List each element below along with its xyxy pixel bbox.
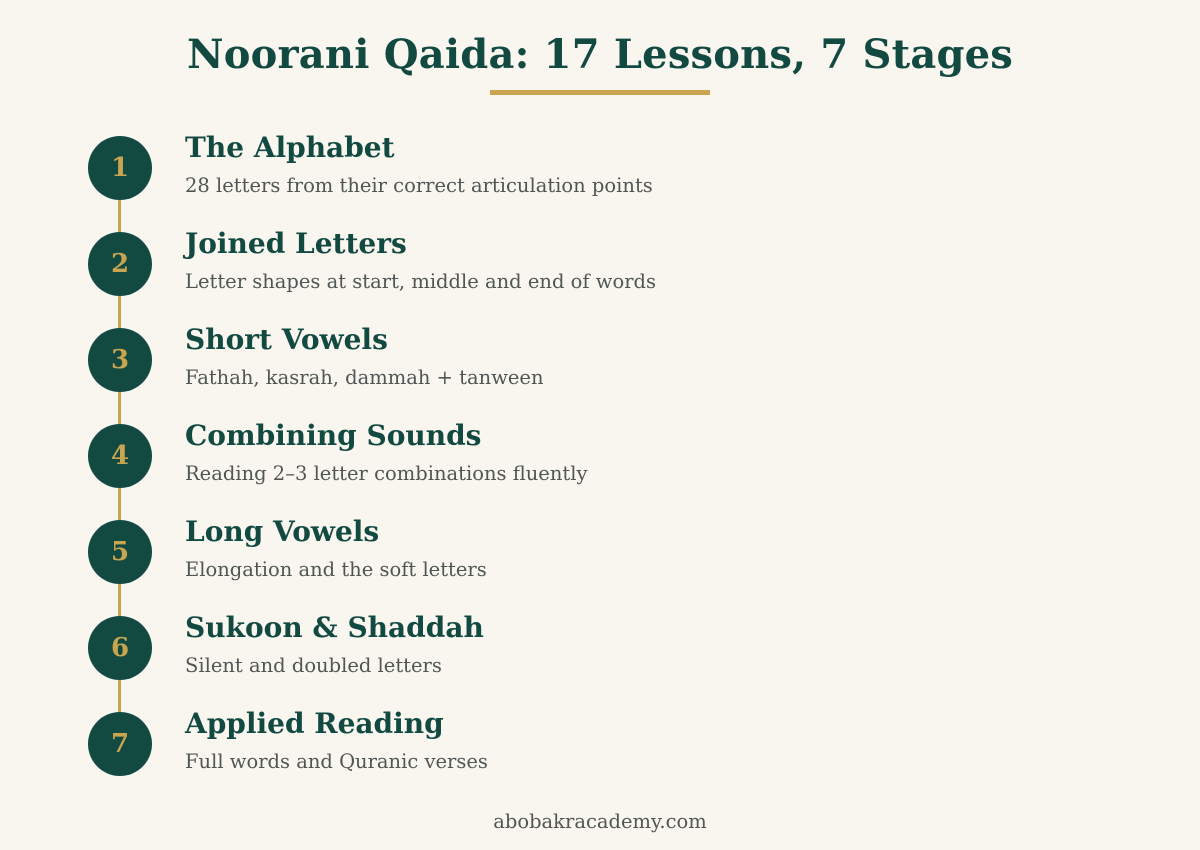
stage-4 xyxy=(88,419,1088,488)
stage-connector xyxy=(118,200,121,232)
stage-connector xyxy=(118,680,121,712)
stage-description: Silent and doubled letters xyxy=(185,654,442,677)
stage-description: Full words and Quranic verses xyxy=(185,750,488,773)
stage-number-badge: 4 xyxy=(88,424,152,488)
stage-connector xyxy=(118,296,121,328)
stage-title: Short Vowels xyxy=(185,323,388,356)
footer-site-url: abobakracademy.com xyxy=(493,810,707,833)
stage-description: 28 letters from their correct articulation points xyxy=(185,174,653,197)
stage-connector xyxy=(118,392,121,424)
stage-number-badge: 2 xyxy=(88,232,152,296)
stage-number-badge: 1 xyxy=(88,136,152,200)
stage-5 xyxy=(88,515,1088,584)
stage-number-badge: 3 xyxy=(88,328,152,392)
stage-7 xyxy=(88,707,1088,776)
stage-number-badge: 6 xyxy=(88,616,152,680)
stage-number-badge: 7 xyxy=(88,712,152,776)
stage-1 xyxy=(88,131,1088,200)
stage-number-badge: 5 xyxy=(88,520,152,584)
stage-connector xyxy=(118,488,121,520)
stage-3 xyxy=(88,323,1088,392)
stage-title: Joined Letters xyxy=(185,227,407,260)
stage-6 xyxy=(88,611,1088,680)
page-title: Noorani Qaida: 17 Lessons, 7 Stages xyxy=(187,31,1013,78)
stage-description: Fathah, kasrah, dammah + tanween xyxy=(185,366,544,389)
stage-title: The Alphabet xyxy=(185,131,395,164)
stage-description: Letter shapes at start, middle and end of words xyxy=(185,270,657,293)
stage-2 xyxy=(88,227,1088,296)
stage-description: Elongation and the soft letters xyxy=(185,558,487,581)
stage-title: Combining Sounds xyxy=(185,419,482,452)
stage-title: Sukoon & Shaddah xyxy=(185,611,484,644)
title-underline xyxy=(490,90,710,95)
stage-connector xyxy=(118,584,121,616)
stage-title: Long Vowels xyxy=(185,515,380,548)
stage-description: Reading 2–3 letter combinations fluently xyxy=(185,462,588,485)
stage-title: Applied Reading xyxy=(185,707,444,740)
